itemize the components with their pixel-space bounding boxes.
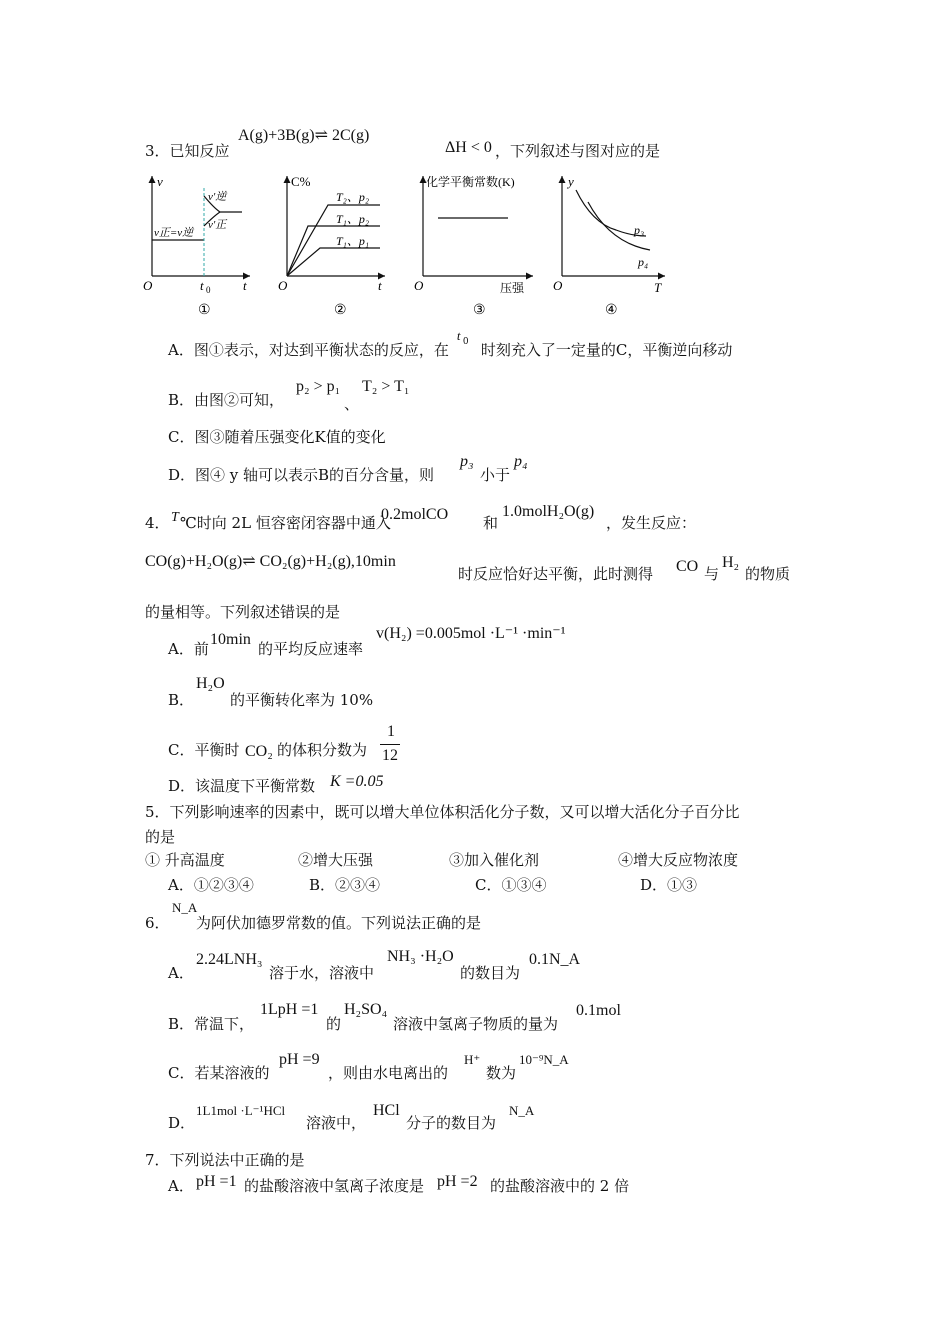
q3-b-math-1: p₂ > p₁ xyxy=(296,378,341,395)
q3-option-a xyxy=(168,328,733,360)
q3-reaction: A(g)+3B(g)⇌ 2C(g) xyxy=(238,127,370,144)
q4-option-b: B． xyxy=(168,691,195,709)
graph-1 xyxy=(143,174,250,318)
g4-x-label: T xyxy=(654,280,662,295)
q3-d-mid: 小于 xyxy=(480,466,511,484)
q6-a-mid2: 的数目为 xyxy=(460,964,521,982)
q5-choice-d: D．①③ xyxy=(640,876,698,894)
q3-stem-b: ，下列叙述与图对应的是 xyxy=(495,142,661,160)
q6-na: N_A xyxy=(172,900,198,915)
q4-line3: 的量相等。下列叙述错误的是 xyxy=(145,603,341,621)
q7-a-m2: pH =2 xyxy=(437,1173,478,1190)
q4-c-co2: CO₂ xyxy=(245,743,273,760)
g3-x-label: 压强 xyxy=(500,281,525,295)
q6-b-m2: H₂SO₄ xyxy=(344,1001,388,1018)
q6-d-mid2: 分子的数目为 xyxy=(406,1114,497,1132)
q6-b-m3: 0.1mol xyxy=(576,1002,621,1019)
q4-option-d: D．该温度下平衡常数 xyxy=(168,777,316,795)
g1-eq-label: v正=v逆 xyxy=(154,227,194,239)
graph-3 xyxy=(414,174,533,318)
q3-b-math-2: T₂ > T₁ xyxy=(362,378,410,395)
q5-factor-3: ③加入催化剂 xyxy=(449,851,540,869)
q3-option-d: D．图④ y 轴可以表示B的百分含量，则 xyxy=(168,466,435,484)
g1-x-label: t xyxy=(243,278,247,293)
q6-d-m1: 1L1mol ·L⁻¹HCl xyxy=(196,1103,286,1118)
q4-d-k: K =0.05 xyxy=(330,773,384,790)
q3-stem-a: 已知反应 xyxy=(169,142,230,160)
q4-option-c: C．平衡时 xyxy=(168,741,240,759)
g4-y-label: y xyxy=(568,174,574,189)
q4-c-mid: 的体积分数为 xyxy=(277,741,368,759)
q3-d-p3: p₃ xyxy=(460,453,474,470)
q6-c-m1: pH =9 xyxy=(279,1051,320,1068)
q6-d-m3: N_A xyxy=(509,1103,535,1118)
g4-p3-label: p₃ xyxy=(634,223,645,237)
g1-caption: ① xyxy=(198,303,211,318)
q3-a-text-post: 时刻充入了一定量的C，平衡逆向移动 xyxy=(480,341,733,359)
q3-b-sep: 、 xyxy=(344,395,360,413)
g2-curve-3-label: T₁、p₁ xyxy=(336,234,370,248)
q4-b-h2o: H₂O xyxy=(196,675,225,692)
q6-c-mid1: ，则由水电离出的 xyxy=(328,1064,449,1082)
g2-curve-2-label: T₁、p₂ xyxy=(336,212,370,226)
q5-line1: 5．下列影响速率的因素中，既可以增大单位体积活化分子数，又可以增大活化分子百分比 xyxy=(145,803,740,821)
q7-a-mid: 的盐酸溶液中氢离子浓度是 xyxy=(244,1177,425,1195)
q3-a-text: A．图①表示，对达到平衡状态的反应，在 xyxy=(168,341,449,359)
g2-y-label: C% xyxy=(291,174,311,189)
g2-caption: ② xyxy=(334,303,347,318)
q4-a-rate: v(H₂) =0.005mol ·L⁻¹ ·min⁻¹ xyxy=(376,625,566,642)
q4-line2-a: 时反应恰好达平衡，此时测得 xyxy=(458,565,654,583)
q4-c-fraction-bar xyxy=(380,744,400,745)
g3-caption: ③ xyxy=(473,303,486,318)
g4-caption: ④ xyxy=(605,303,618,318)
q6-option-a: A． xyxy=(168,964,194,982)
q4-line1-b: ，发生反应： xyxy=(606,514,697,532)
q4-c-denominator: 12 xyxy=(382,747,398,764)
q7-option-a: A． xyxy=(168,1177,194,1195)
q6-a-m3: 0.1N_A xyxy=(529,951,581,968)
g2-x-label: t xyxy=(378,278,382,293)
q6-c-m3: 10⁻⁹N_A xyxy=(519,1052,569,1067)
g4-origin: O xyxy=(553,278,563,293)
q6-a-mid1: 溶于水，溶液中 xyxy=(269,964,375,982)
g1-vr-label: v′逆 xyxy=(208,191,227,203)
q6-b-mid2: 溶液中氢离子物质的量为 xyxy=(393,1015,559,1033)
q4-b-post: 的平衡转化率为 10% xyxy=(230,691,374,709)
q5-factor-1: ① 升高温度 xyxy=(145,851,225,869)
q4-option-a: A．前 xyxy=(168,640,209,658)
q6-d-m2: HCl xyxy=(373,1102,400,1119)
q5-choice-b: B．②③④ xyxy=(309,876,381,894)
g1-t0-label: t xyxy=(200,278,204,293)
q4-line1-a: ℃时向 2L 恒容密闭容器中通入 xyxy=(180,514,391,532)
q4-with: 与 xyxy=(704,565,720,583)
g3-origin: O xyxy=(414,278,424,293)
q6-b-m1: 1LpH =1 xyxy=(260,1001,319,1018)
g2-curve-1-label: T₂、p₂ xyxy=(336,190,370,204)
g1-t0-sub: 0 xyxy=(206,285,211,295)
q4-co: CO xyxy=(676,558,699,575)
q4-temp-var: T xyxy=(171,510,179,525)
q6-a-m2: NH₃ ·H₂O xyxy=(387,948,454,965)
q4-line2-b: 的物质 xyxy=(745,565,791,583)
q3-delta-h: ΔH < 0 xyxy=(445,139,492,156)
q4-a-time: 10min xyxy=(210,631,251,648)
g3-y-label: 化学平衡常数(K) xyxy=(426,175,515,189)
q4-number: 4． xyxy=(145,514,170,532)
q6-option-d: D． xyxy=(168,1114,196,1132)
q3-option-c: C．图③随着压强变化K值的变化 xyxy=(168,428,386,446)
q6-stem: 为阿伏加德罗常数的值。下列说法正确的是 xyxy=(196,914,482,932)
q3-option-b: B．由图②可知， xyxy=(168,391,285,409)
q3-number: 3． xyxy=(145,142,170,160)
q4-h2o-amount: 1.0molH₂O(g) xyxy=(502,503,595,520)
q6-a-m1: 2.24LNH₃ xyxy=(196,951,263,968)
q5-choice-a: A．①②③④ xyxy=(168,876,254,894)
g1-y-label: v xyxy=(157,174,163,189)
q6-option-b: B．常温下， xyxy=(168,1015,255,1033)
g4-p4-label: p₄ xyxy=(638,255,649,269)
q7-a-post: 的盐酸溶液中的 2 倍 xyxy=(490,1177,630,1195)
q5-factor-4: ④增大反应物浓度 xyxy=(618,851,739,869)
q6-c-m2: H⁺ xyxy=(464,1052,481,1067)
q6-option-c: C．若某溶液的 xyxy=(168,1064,270,1082)
q3-graphs-svg xyxy=(140,168,680,318)
q3-a-t0: t 0 xyxy=(456,328,469,347)
q4-co-amount: 0.2molCO xyxy=(381,506,449,523)
q4-h2: H₂ xyxy=(722,554,740,571)
q4-a-mid: 的平均反应速率 xyxy=(258,640,364,658)
g2-origin: O xyxy=(278,278,288,293)
q5-factor-2: ②增大压强 xyxy=(298,851,374,869)
q5-choice-c: C．①③④ xyxy=(475,876,547,894)
q4-c-numerator: 1 xyxy=(387,723,395,740)
q6-d-mid1: 溶液中， xyxy=(306,1114,367,1132)
q7-a-m1: pH =1 xyxy=(196,1173,237,1190)
q3-d-p4: p₄ xyxy=(514,453,528,470)
q5-line2: 的是 xyxy=(145,828,176,846)
q6-c-mid2: 数为 xyxy=(486,1064,517,1082)
graph-4 xyxy=(553,174,665,318)
q7-stem: 7．下列说法中正确的是 xyxy=(145,1151,305,1169)
g1-origin: O xyxy=(143,278,153,293)
q6-number: 6． xyxy=(145,914,170,932)
graph-2 xyxy=(278,174,385,318)
g1-vf-label: v′正 xyxy=(208,219,227,231)
q4-and: 和 xyxy=(483,514,499,532)
q6-b-mid1: 的 xyxy=(326,1015,342,1033)
q3-figure xyxy=(140,168,680,318)
q4-equation: CO(g)+H₂O(g)⇌ CO₂(g)+H₂(g),10min xyxy=(145,553,396,570)
q3-stem-line xyxy=(145,141,230,161)
